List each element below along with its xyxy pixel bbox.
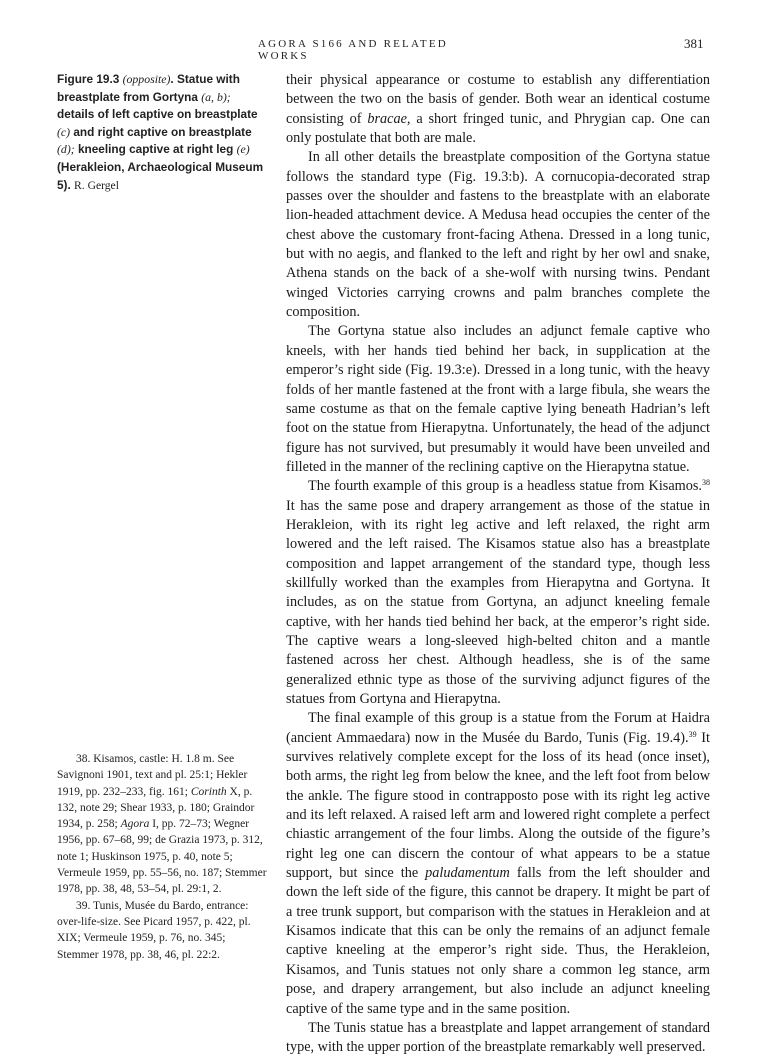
text: their physical appearance or costume to establish any differentiation between the two on the basis of gender. Both wear an identical costume consisting of xyxy=(286,72,710,127)
footnote-39: 39. Tunis, Musée du Bardo, entrance: over-life-size. See Picard 1957, p. 422, pl. XIX; Vermeule 1959, p. 76, no. 345; Stemmer 1978, pp. 38, 46, pl. 22:2. xyxy=(57,899,251,961)
caption-label: Figure 19.3 xyxy=(57,72,123,86)
text: The fourth example of this group is a headless statue from Kisamos. xyxy=(308,478,702,495)
text: It survives relatively complete except for the loss of its head (once inset), both arms, the right leg from below the knee, and the left foot from below the ankle. The figure stood in contrapposto pose with its right leg active and its left relaxed. A raised left arm and lowered right complete a perfect chiastic arrangement of the four limbs. Along the outside of the figure’s right leg one can discern the contour of what appears to be a statue support, but since the xyxy=(286,729,710,882)
text: X, p. 132, note 29; Shear 1933, p. 180; Graindor 1934, p. 258; xyxy=(57,785,255,831)
page-number: 381 xyxy=(684,36,704,51)
caption-text: . Statue with breastplate from Gortyna xyxy=(57,72,240,104)
caption-credit: R. Gergel xyxy=(74,178,119,192)
paragraph xyxy=(286,709,710,1019)
footnote-38 xyxy=(57,751,269,898)
footnote-ref-38[interactable]: 38 xyxy=(702,478,710,488)
paragraph xyxy=(286,477,710,709)
caption-opposite: (opposite) xyxy=(122,72,171,86)
italic-title: Agora xyxy=(120,818,150,831)
italic-title: Corinth xyxy=(190,785,227,798)
caption-text: and right captive on breastplate xyxy=(70,124,252,139)
paragraph xyxy=(286,71,710,148)
caption-ref: (d); xyxy=(57,142,75,157)
text: The final example of this group is a statue from the Forum at Haidra (ancient Ammaedara) now in the Musée du Bardo, Tunis (Fig. 19.4). xyxy=(286,710,710,746)
footnotes xyxy=(57,751,269,963)
italic-term: paludamentum xyxy=(425,865,510,882)
text: a short fringed tunic, and Phrygian cap. One can only postulate that both are male. xyxy=(286,110,710,147)
text: 38. Kisamos, castle: H. 1.8 m. See Savignoni 1901, text and pl. 25:1; Hekler 1919, pp. 232–233, fig. 161; xyxy=(57,753,248,798)
text: falls from the left shoulder and down the left side of the figure, this cannot be drapery. It might be part of a tree trunk support, but comparison with the statues in Herakleion and at Kisamos indicate that this can be only the remains of an adjunct female captive kneeling at the emperor’s right side. Thus, the Herakleion, Kisamos, and Tunis statues not only share a common leg stance, arm pose, and drapery arrangement, but also include an adjunct kneeling captive of the same type and in the same position. xyxy=(286,865,711,1017)
running-head: AGORA S166 AND RELATED WORKS xyxy=(258,38,448,62)
text: I, pp. 72–73; Wegner 1956, pp. 67–68, 99; de Grazia 1973, p. 312, note 1; Huskinson 1975, p. 40, note 5; Vermeule 1959, pp. 55–56, no. 187; Stemmer 1978, pp. 38, 48, 53–54, pl. 29:1, 2. xyxy=(57,818,267,896)
figure-caption xyxy=(57,71,271,194)
caption-ref: (e) xyxy=(236,142,250,157)
text: It has the same pose and drapery arrangement as those of the statue in Herakleion, with its right leg active and left relaxed, the right arm lowered and the left raised. The Kisamos statue also has a breastplate composition and lappet arrangement of the standard type, though less skillfully worked than the examples from Hierapytna and Gortyna. It includes, as on the statue from Gortyna, an adjunct kneeling female captive, with her hands tied behind her back, at the emperor’s right side. The captive wears a long-sleeved high-belted chiton and a mantle fastened across her chest. Although headless, she is of the same generalized ethnic type as those of the surviving adjunct figures of the statues from Gortyna and Hierapytna. xyxy=(286,497,710,707)
paragraph: In all other details the breastplate composition of the Gortyna statue follows the standard type (Fig. 19.3:b). A cornucopia-decorated strap passes over the shoulder and fastens to the breastplate with an elaborate lion-headed attachment device. A Medusa head occupies the center of the chest above the customary front-facing Athena. Dressed in a long tunic, but with no aegis, and flanked to the left and right by her owl and snake, Athena stands on the back of a she-wolf with nursing twins. Pendant winged Victories carrying crowns and palm branches complete the composition. xyxy=(286,149,710,321)
caption-ref: (a, b); xyxy=(201,89,231,104)
main-text xyxy=(286,71,710,1058)
caption-text: (Herakleion, Archaeological Museum 5). xyxy=(57,159,264,192)
paragraph: The Gortyna statue also includes an adjunct female captive who kneels, with her hands tied behind her back, in supplication at the emperor’s right side (Fig. 19.3:e). Dressed in a long tunic, with the heavy folds of her mantle fastened at the front with a large fibula, she wears the same costume as that on the female captive lying beneath Hadrian’s left foot on the statue from Hierapytna. Unfortunately, the head of the adjunct figure has not survived, but presumably it would have been unveiled and filleted in the manner of the reclining captive on the Hierapytna statue. xyxy=(286,323,710,475)
caption-text: details of left captive on breastplate xyxy=(57,107,258,122)
caption-text: kneeling captive at right leg xyxy=(74,142,237,157)
paragraph: The Tunis statue has a breastplate and lappet arrangement of standard type, with the upper portion of the breastplate remarkably well preserved. xyxy=(286,1019,710,1056)
footnote-ref-39[interactable]: 39 xyxy=(688,729,697,739)
italic-term: bracae, xyxy=(367,110,411,127)
caption-ref: (c) xyxy=(57,124,71,139)
